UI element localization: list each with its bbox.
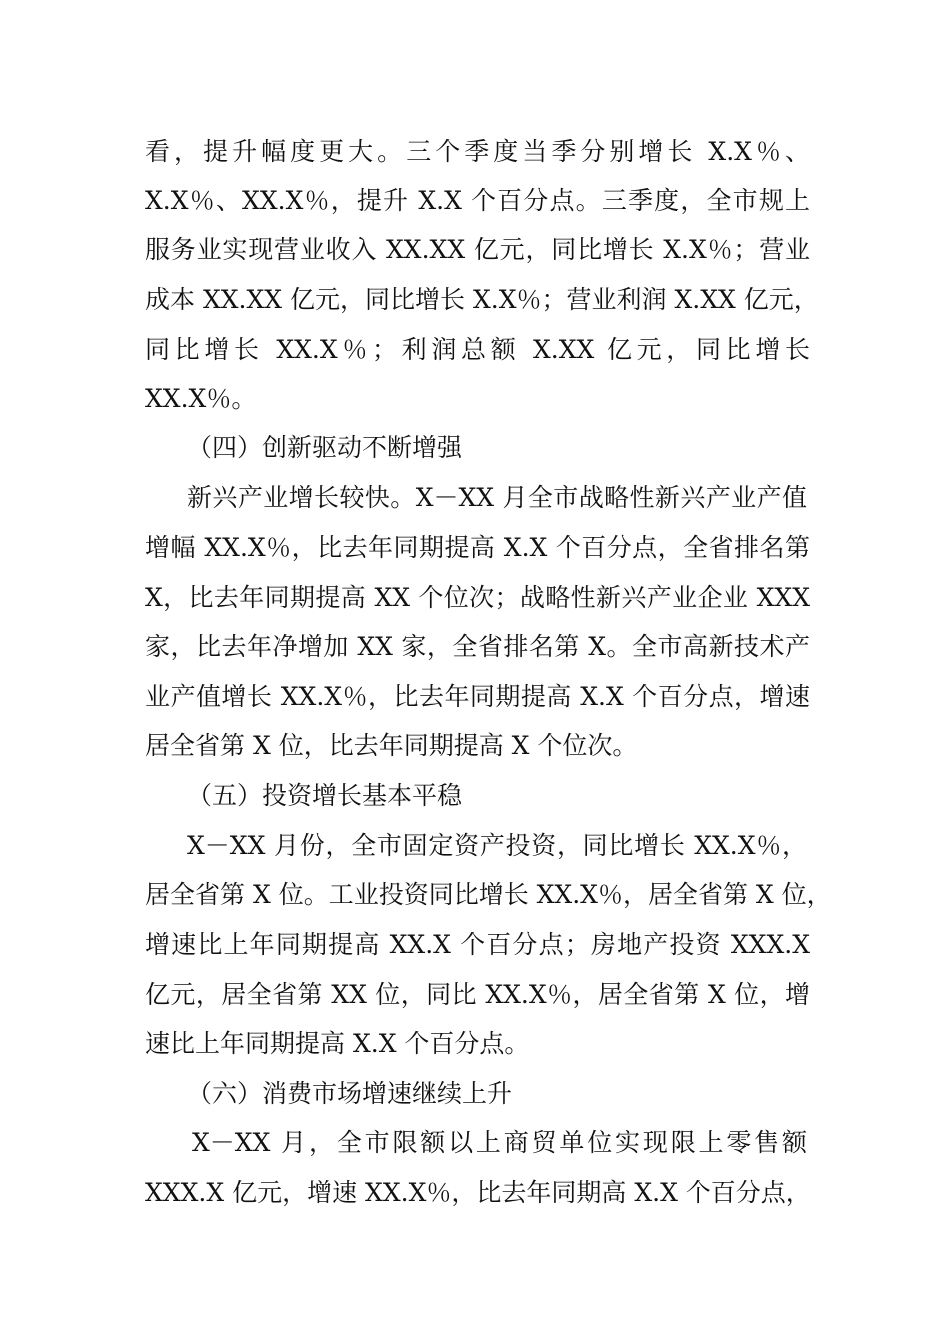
text-line: 家，比去年净增加 XX 家，全省排名第 X。全市高新技术产 — [145, 632, 810, 661]
text-line: 居全省第 X 位，比去年同期提高 X 个位次。 — [145, 731, 638, 760]
text-line: 居全省第 X 位。工业投资同比增长 XX.X％，居全省第 X 位， — [145, 880, 832, 909]
text-line: 业产值增长 XX.X％，比去年同期提高 X.X 个百分点，增速 — [145, 682, 810, 711]
text-line: 增速比上年同期提高 XX.X 个百分点；房地产投资 XXX.X — [145, 930, 810, 959]
text-line: X－XX 月，全市限额以上商贸单位实现限上零售额 — [192, 1128, 807, 1157]
section-heading: （六）消费市场增速继续上升 — [187, 1079, 513, 1108]
text-line: 看，提升幅度更大。三个季度当季分别增长 X.X％、 — [145, 137, 810, 166]
text-line: X，比去年同期提高 XX 个位次；战略性新兴产业企业 XXX — [145, 583, 810, 612]
text-line: XX.X％。 — [145, 384, 257, 413]
text-line: 新兴产业增长较快。X－XX 月全市战略性新兴产业产值 — [187, 483, 807, 512]
text-line: 同比增长 XX.X％；利润总额 X.XX 亿元，同比增长 — [145, 335, 810, 364]
text-line: 服务业实现营业收入 XX.XX 亿元，同比增长 X.X％；营业 — [145, 235, 810, 264]
text-line: 增幅 XX.X％，比去年同期提高 X.X 个百分点，全省排名第 — [145, 533, 810, 562]
section-heading: （四）创新驱动不断增强 — [187, 433, 463, 462]
text-line: 速比上年同期提高 X.X 个百分点。 — [145, 1029, 530, 1058]
text-line: X.X％、XX.X％，提升 X.X 个百分点。三季度，全市规上 — [145, 186, 810, 215]
text-line: 亿元，居全省第 XX 位，同比 XX.X％，居全省第 X 位，增 — [145, 980, 810, 1009]
text-line: X－XX 月份，全市固定资产投资，同比增长 XX.X％， — [187, 831, 807, 860]
text-line: XXX.X 亿元，增速 XX.X％，比去年同期高 X.X 个百分点， — [145, 1178, 811, 1207]
text-line: 成本 XX.XX 亿元，同比增长 X.X％；营业利润 X.XX 亿元， — [145, 285, 819, 314]
section-heading: （五）投资增长基本平稳 — [187, 781, 463, 810]
